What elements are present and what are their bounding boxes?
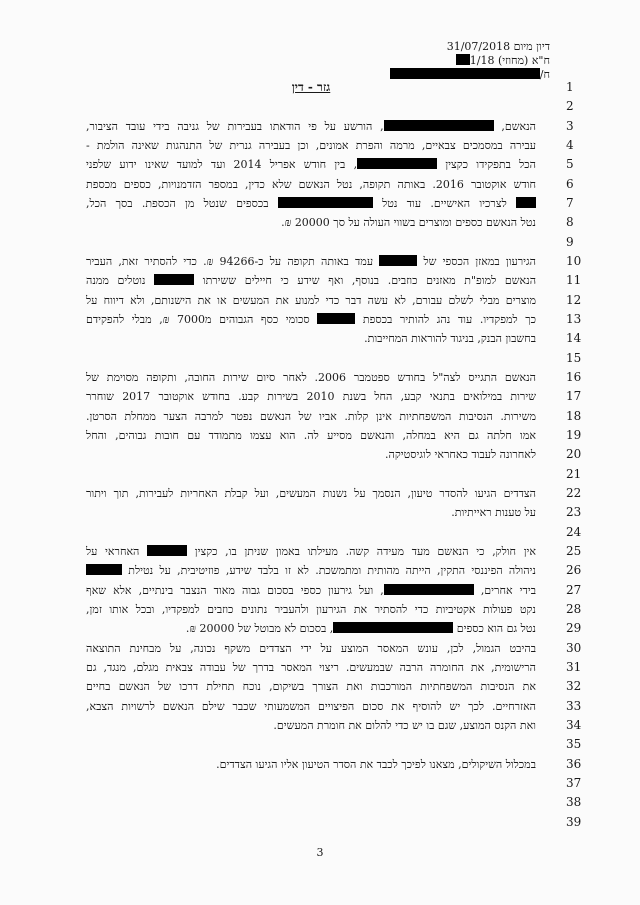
redaction-bar [456, 54, 470, 65]
text-line: הנאשם, , הורשע על פי הודאתו בעבירות של גניבה בידי עובד הציבור, [86, 120, 536, 133]
text-line: מוצרים מבלי לשלם עבורם, לא עשה דבר כדי למנוע את המעשים או את הישנותם, ולא דיווח על [86, 294, 536, 307]
text-line: הצדדים הגיעו להסדר טיעון, הנסמך על נשנות המעשים, ועל קבלת האחריות לעבירות, תוך ויתור [86, 487, 536, 500]
text-line: משירות. הנסיבות המשפחתיות אינן קלות. אביו של הנאשם נפטר למרבה הצער ממחלת הסרטן. [86, 410, 536, 423]
text-line: כך למפקדיו. עוד נהג להותיר בכספת סכומי כסף הגבוהים מ7000 ₪, מבלי להפקידם [86, 313, 536, 326]
line-number: 18 [566, 409, 582, 423]
line-number: 38 [566, 795, 582, 809]
line-number: 17 [566, 389, 582, 403]
line-number: 2 [566, 99, 574, 113]
line-number: 25 [566, 544, 582, 558]
text-line: ניהולה הפיננסי התקין, הייתה מהותית ומתמשכת. לא זו בלבד שידע, פוזיטיבית, על נטילת [86, 564, 536, 577]
line-number: 14 [566, 331, 582, 345]
redaction-bar [384, 120, 494, 131]
redaction-bar [278, 197, 373, 208]
text-line: נקט פעולות אקטיביות כדי להסתיר את הגירעון ולהעביר נתונים כוזבים למפקדיו, ובכל אותו זמן, [86, 603, 536, 616]
line-number: 27 [566, 583, 582, 597]
text-line: הגירעון במאזן הכספי של עמד באותה תקופה על כ-94266 ₪. כדי להסתיר זאת, העביר [86, 255, 536, 268]
page-number: 3 [316, 846, 324, 859]
redaction-bar [333, 622, 453, 633]
line-number: 29 [566, 621, 582, 635]
line-number: 1 [566, 80, 574, 94]
case-party: ח/ [390, 68, 550, 81]
line-number: 37 [566, 776, 582, 790]
document-title: גזר - דין [291, 80, 331, 94]
text-line: בהיבט הגמול, לכן, עונש המאסר המוצע על ידי הצדדים משקף נכונה, על מבחינת התוצאה [86, 642, 536, 655]
text-line: האזרחיים. לכך יש להוסיף את סכום הפיצויים המשמעותי שכבר שילם הנאשם לרשויות הצבא, [86, 700, 536, 713]
line-number: 32 [566, 679, 582, 693]
text-line: בחשבון הבנק, בניגוד להוראות המחייבות. [364, 332, 536, 345]
line-number: 36 [566, 757, 582, 771]
text-line: הנאשם התגייס לצה"ל בחודש ספטמבר 2006. לאחר סיום שירות החובה, ותקופה מסוימת של [86, 371, 536, 384]
line-number: 20 [566, 447, 582, 461]
redaction-bar [154, 274, 194, 285]
line-number: 4 [566, 138, 574, 152]
text-line: נטל הנאשם כספים ומוצרים בשווי העולה על סך 20000 ₪. [281, 216, 536, 229]
text-line: הנאשם למופ"ת מאזנים כוזבים. בנוסף, ואף שידע כי חיילים ששירתו נוטלים ממנה [86, 274, 536, 287]
line-number: 21 [566, 467, 582, 481]
text-line: ואת הקנס המוצע, שגם בו יש כדי להלום את חומרת המעשים. [273, 719, 536, 732]
line-number: 39 [566, 815, 582, 829]
text-line: אין חולק, כי הנאשם מעד מעידה קשה. מעילתו באמון שניתן בו, כקצין האחראי על [86, 545, 536, 558]
line-number: 12 [566, 293, 582, 307]
redaction-bar [384, 584, 474, 595]
text-line: בידי אחרים, , ועל גירעון כספי בסכום גבוה מאוד הנצבר בינתיים, אלא שאף [86, 584, 536, 597]
text-line: לצרכיו האישיים. עוד נטל בכספים שנטל מן הכספת. בסך הכל, [86, 197, 536, 210]
line-number: 10 [566, 254, 582, 268]
text-line: לאחרונה לעבוד כאחראי לוגיסטיקה. [385, 448, 536, 461]
redaction-bar [317, 313, 355, 324]
redaction-bar [516, 197, 536, 208]
redaction-bar [390, 68, 540, 79]
redaction-bar [357, 158, 437, 169]
line-number: 30 [566, 641, 582, 655]
line-number: 15 [566, 351, 582, 365]
line-number: 26 [566, 563, 582, 577]
redaction-bar [379, 255, 417, 266]
hearing-date: דיון מיום 31/07/2018 [446, 40, 550, 53]
line-number: 34 [566, 718, 582, 732]
text-line: חודש אוקטובר 2016. באותה תקופה, נטל הנאשם שלא כדין, במספר הזדמנויות, כספים מכספת [86, 178, 536, 191]
line-number: 3 [566, 119, 574, 133]
case-number: ח"א (מחוזי) 1/18 [456, 54, 550, 67]
text-line: במכלול השיקולים, מצאנו לפיכך לכבד את הסדר הטיעון אליו הגיעו הצדדים. [216, 758, 536, 771]
line-number: 8 [566, 215, 574, 229]
line-number: 5 [566, 157, 574, 171]
line-number: 33 [566, 699, 582, 713]
text-line: שירות במילואים בתנאי קבע, החל בשנת 2010 בשירות קבע. בחודש אוקטובר 2017 שוחרר [86, 390, 536, 403]
redaction-bar [147, 545, 187, 556]
line-number: 7 [566, 196, 574, 210]
text-line: הכל בתפקידו כקצין , בין חודש אפריל 2014 ועד למועד שאינו ידוע שלפני [86, 158, 536, 171]
line-number: 19 [566, 428, 582, 442]
text-line: עבירה במסמכים צבאיים, מרמה והפרת אמונים, וכן בעבירה גנרית של התנהגות שאינה הולמת - [86, 139, 536, 152]
line-number: 35 [566, 737, 582, 751]
line-number: 24 [566, 525, 582, 539]
redaction-bar [86, 564, 122, 575]
line-number: 13 [566, 312, 582, 326]
line-number: 22 [566, 486, 582, 500]
line-number: 23 [566, 505, 582, 519]
line-number: 28 [566, 602, 582, 616]
line-number: 9 [566, 235, 574, 249]
text-line: על טענות ראייתיות. [451, 506, 536, 519]
line-number: 6 [566, 177, 574, 191]
text-line: אמו חלתה גם היא במחלה, והנאשם מסייע לה. הוא עצמו מתמודד עם חובות גבוהים, והחל [86, 429, 536, 442]
line-number: 31 [566, 660, 582, 674]
line-number: 11 [566, 273, 582, 287]
line-number: 16 [566, 370, 582, 384]
text-line: הרישומית, את החומרה הרבה שבמעשים. ריצוי המאסר בדרך של עבודה צבאית מגלם, מנגד, גם [86, 661, 536, 674]
text-line: את הנסיבות המשפחתיות המורכבות ואת הצורך בשיקום, נוכח תחילת דרכו של הנאשם בחיים [86, 680, 536, 693]
text-line: נטל גם הוא כספים , בסכום לא מבוטל של 20000 ₪. [185, 622, 536, 635]
